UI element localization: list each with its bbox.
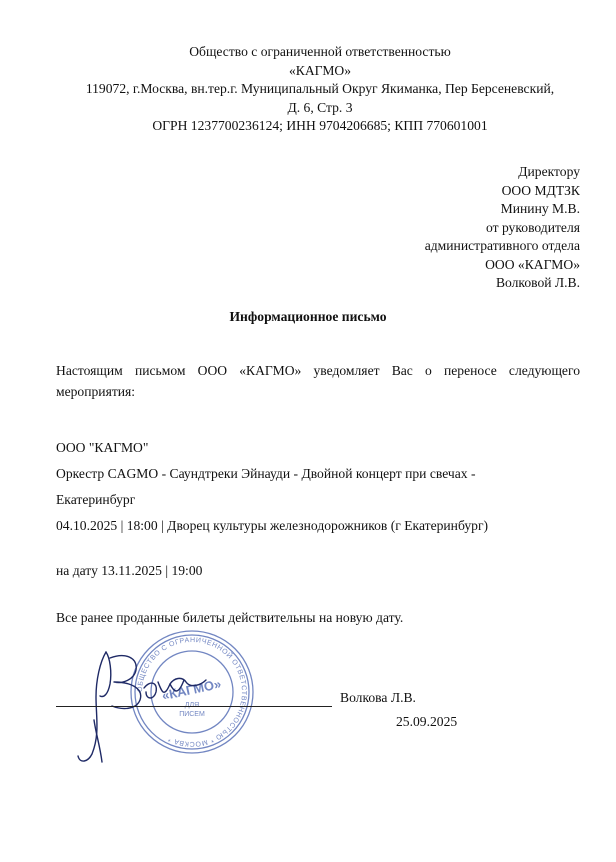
event-name-line-2: Екатеринбург	[56, 492, 136, 507]
stamp-sub-text-2: ПИСЕМ	[179, 711, 205, 718]
signature-line	[56, 706, 332, 707]
handwritten-signature	[66, 622, 216, 772]
company-address-line-2: Д. 6, Стр. 3	[287, 99, 353, 115]
company-name: «КАГМО»	[288, 62, 352, 78]
recipient-line: административного отдела	[424, 238, 580, 253]
recipient-line: ООО МДТЗК	[501, 182, 580, 198]
signature-date: 25.09.2025	[396, 714, 458, 729]
recipient-line: от руководителя	[485, 219, 580, 235]
company-address-line-1: 119072, г.Москва, вн.тер.г. Муниципальный Округ Якиманка, Пер Берсеневский,	[85, 81, 555, 96]
stamp-center-text: «КАГМО»	[160, 675, 223, 704]
recipient-line: Волковой Л.В.	[495, 275, 580, 290]
stamp-sub-text-1: ДЛЯ	[184, 702, 200, 709]
intro-paragraph: Настоящим письмом ООО «КАГМО» уведомляет Вас о переносе следующего мероприятия:	[56, 363, 580, 399]
document-title: Информационное письмо	[229, 309, 387, 324]
recipient-line: ООО «КАГМО»	[485, 256, 580, 272]
tickets-notice: Все ранее проданные билеты действительны на новую дату.	[56, 610, 404, 625]
company-form: Общество с ограниченной ответственностью	[189, 44, 451, 59]
company-header	[40, 43, 600, 136]
recipient-line: Директору	[518, 164, 580, 179]
event-details	[56, 435, 586, 539]
company-registration: ОГРН 1237700236124; ИНН 9704206685; КПП 770601001	[152, 118, 488, 133]
event-date-venue: 04.10.2025 | 18:00 | Дворец культуры железнодорожников (г Екатеринбург)	[56, 518, 489, 533]
event-name-line-1: Оркестр CAGMO - Саундтреки Эйнауди - Двойной концерт при свечах -	[56, 466, 476, 481]
recipient-block	[425, 163, 580, 293]
new-date: на дату 13.11.2025 | 19:00	[56, 563, 203, 578]
event-organizer: ООО "КАГМО"	[56, 440, 149, 455]
recipient-line: Минину М.В.	[500, 201, 580, 216]
stamp-ring-text: ОБЩЕСТВО С ОГРАНИЧЕННОЙ ОТВЕТСТВЕННОСТЬЮ * МОСКВА *	[136, 636, 248, 748]
signer-name: Волкова Л.В.	[340, 690, 416, 705]
